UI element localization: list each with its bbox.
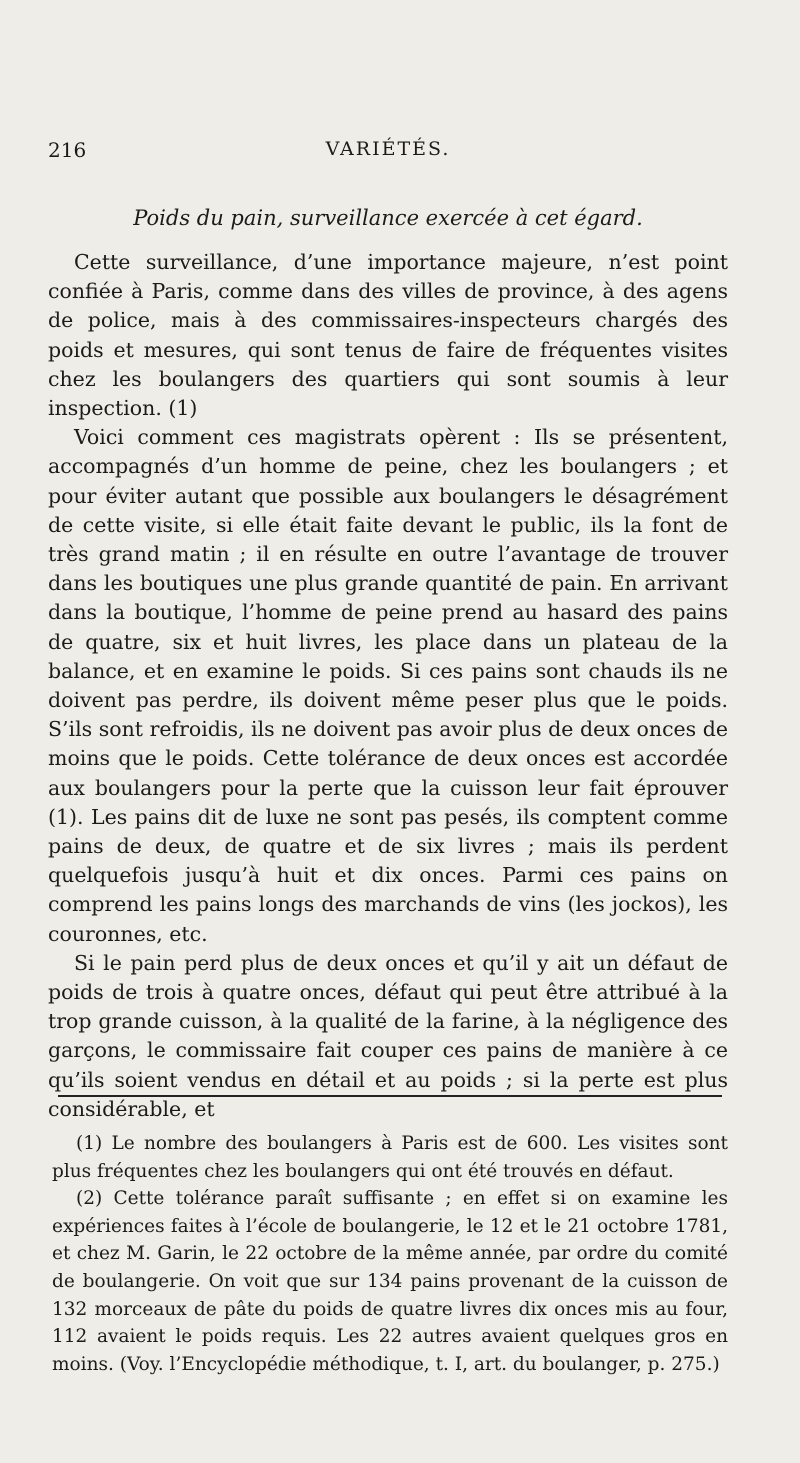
footnote-divider [58, 1095, 722, 1097]
paragraph: Cette surveillance, d’une importance majeure, n’est point confiée à Paris, comme dans des villes de province, à des agens de police, mais à des commissaires-inspecteurs chargés des poids et mesures, qui sont tenus de faire de fréquentes visites chez les boulangers des quartiers qui sont soumis à leur inspection. (1) [48, 250, 728, 421]
main-text [48, 202, 728, 1124]
paragraph: Si le pain perd plus de deux onces et qu’il y ait un défaut de poids de trois à quatre onces, défaut qui peut être attribué à la trop grande cuisson, à la qualité de la farine, à la négligence des garçons, le commissaire fait couper ces pains de manière à ce qu’ils soient vendus en détail et au poids ; si la perte est plus considérable, et [48, 950, 728, 1121]
page-number: 216 [48, 138, 87, 162]
footnote: (1) Le nombre des boulangers à Paris est de 600. Les visites sont plus fréquentes chez les boulangers qui ont été trouvés en défaut. [52, 1133, 728, 1182]
page-header [48, 138, 728, 168]
section-heading: Poids du pain, surveillance exercée à cet égard. [133, 206, 643, 230]
footnote: (2) Cette tolérance paraît suffisante ; en effet si on examine les expériences faites à l’école de boulangerie, le 12 et le 21 octobre 1781, et chez M. Garin, le 22 octobre de la même année, par ordre du comité de boulangerie. On voit que sur 134 pains provenant de la cuisson de 132 morceaux de pâte du poids de quatre livres dix onces mis au four, 112 avaient le poids requis. Les 22 autres avaient quelques gros en moins. (Voy. l’Encyclopédie méthodique, t. I, art. du boulanger, p. 275.) [52, 1188, 728, 1375]
paragraph: Voici comment ces magistrats opèrent : Ils se présentent, accompagnés d’un homme de peine, chez les boulangers ; et pour éviter autant que possible aux boulangers le désagrément de cette visite, si elle était faite devant le public, ils la font de très grand matin ; il en résulte en outre l’avantage de trouver dans les boutiques une plus grande quantité de pain. En arrivant dans la boutique, l’homme de peine prend au hasard des pains de quatre, six et huit livres, les place dans un plateau de la balance, et en examine le poids. Si ces pains sont chauds ils ne doivent pas perdre, ils doivent même peser plus que le poids. S’ils sont refroidis, ils ne doivent pas avoir plus de deux onces de moins que le poids. Cette tolérance de deux onces est accordée aux boulangers pour la perte que la cuisson leur fait éprouver (1). Les pains dit de luxe ne sont pas pesés, ils comptent comme pains de deux, de quatre et de six livres ; mais ils perdent quelquefois jusqu’à huit et dix onces. Parmi ces pains on comprend les pains longs des marchands de vins (les jockos), les couronnes, etc. [48, 425, 728, 946]
running-title: VARIÉTÉS. [325, 138, 451, 160]
footnotes [52, 1130, 728, 1378]
